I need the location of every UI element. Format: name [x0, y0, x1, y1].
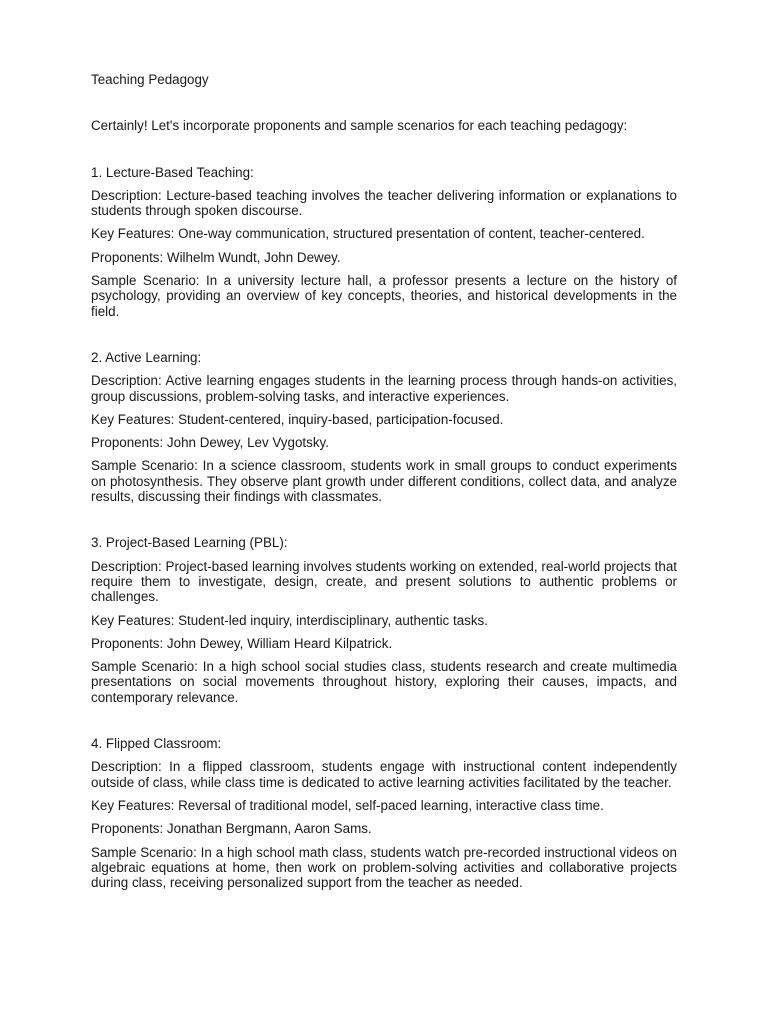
description-paragraph: Description: Lecture-based teaching involves the teacher delivering information or explanations to students through spoken discourse.: [91, 187, 677, 219]
sample-scenario-paragraph: Sample Scenario: In a high school math class, students watch pre-recorded instructional videos on algebraic equations at home, then work on problem-solving activities and collaborative projects during class, receiving personalized support from the teacher as needed.: [91, 844, 677, 891]
section-heading: 3. Project-Based Learning (PBL):: [91, 535, 288, 551]
sample-scenario-paragraph: Sample Scenario: In a high school social studies class, students research and create multimedia presentations on social movements throughout history, exploring their causes, impacts, and contemporary relevance.: [91, 659, 677, 705]
section-heading: 4. Flipped Classroom:: [91, 736, 222, 752]
key-features-paragraph: Key Features: Reversal of traditional model, self-paced learning, interactive class time.: [91, 797, 604, 813]
section-heading: 1. Lecture-Based Teaching:: [91, 164, 254, 180]
sample-scenario-paragraph: Sample Scenario: In a science classroom, students work in small groups to conduct experiments on photosynthesis. They observe plant growth under different conditions, collect data, and analyze results, discussing their findings with classmates.: [91, 458, 677, 505]
section-heading: 2. Active Learning:: [91, 349, 202, 365]
section-lecture-based: [91, 165, 677, 319]
section-project-based-learning: [91, 535, 677, 705]
proponents-paragraph: Proponents: Jonathan Bergmann, Aaron Sams.: [91, 821, 372, 837]
description-paragraph: Description: In a flipped classroom, students engage with instructional content independently outside of class, while class time is dedicated to active learning activities facilitated by the teacher.: [91, 759, 677, 790]
key-features-paragraph: Key Features: One-way communication, structured presentation of content, teacher-centered.: [91, 226, 645, 242]
document-page: [91, 72, 677, 921]
intro-paragraph: Certainly! Let's incorporate proponents and sample scenarios for each teaching pedagogy:: [91, 118, 628, 134]
description-paragraph: Description: Active learning engages students in the learning process through hands-on activities, group discussions, problem-solving tasks, and interactive experiences.: [91, 373, 677, 404]
key-features-paragraph: Key Features: Student-centered, inquiry-based, participation-focused.: [91, 411, 504, 427]
proponents-paragraph: Proponents: John Dewey, Lev Vygotsky.: [91, 435, 329, 451]
sample-scenario-paragraph: Sample Scenario: In a university lecture hall, a professor presents a lecture on the history of psychology, providing an overview of key concepts, theories, and historical developments in the field.: [91, 273, 677, 319]
proponents-paragraph: Proponents: Wilhelm Wundt, John Dewey.: [91, 249, 341, 265]
key-features-paragraph: Key Features: Student-led inquiry, interdisciplinary, authentic tasks.: [91, 612, 488, 628]
document-title: Teaching Pedagogy: [91, 72, 209, 87]
section-active-learning: [91, 350, 677, 504]
description-paragraph: Description: Project-based learning involves students working on extended, real-world projects that require them to investigate, design, create, and present solutions to authentic problems or challenges.: [91, 558, 677, 605]
proponents-paragraph: Proponents: John Dewey, William Heard Kilpatrick.: [91, 635, 393, 651]
section-flipped-classroom: [91, 736, 677, 890]
